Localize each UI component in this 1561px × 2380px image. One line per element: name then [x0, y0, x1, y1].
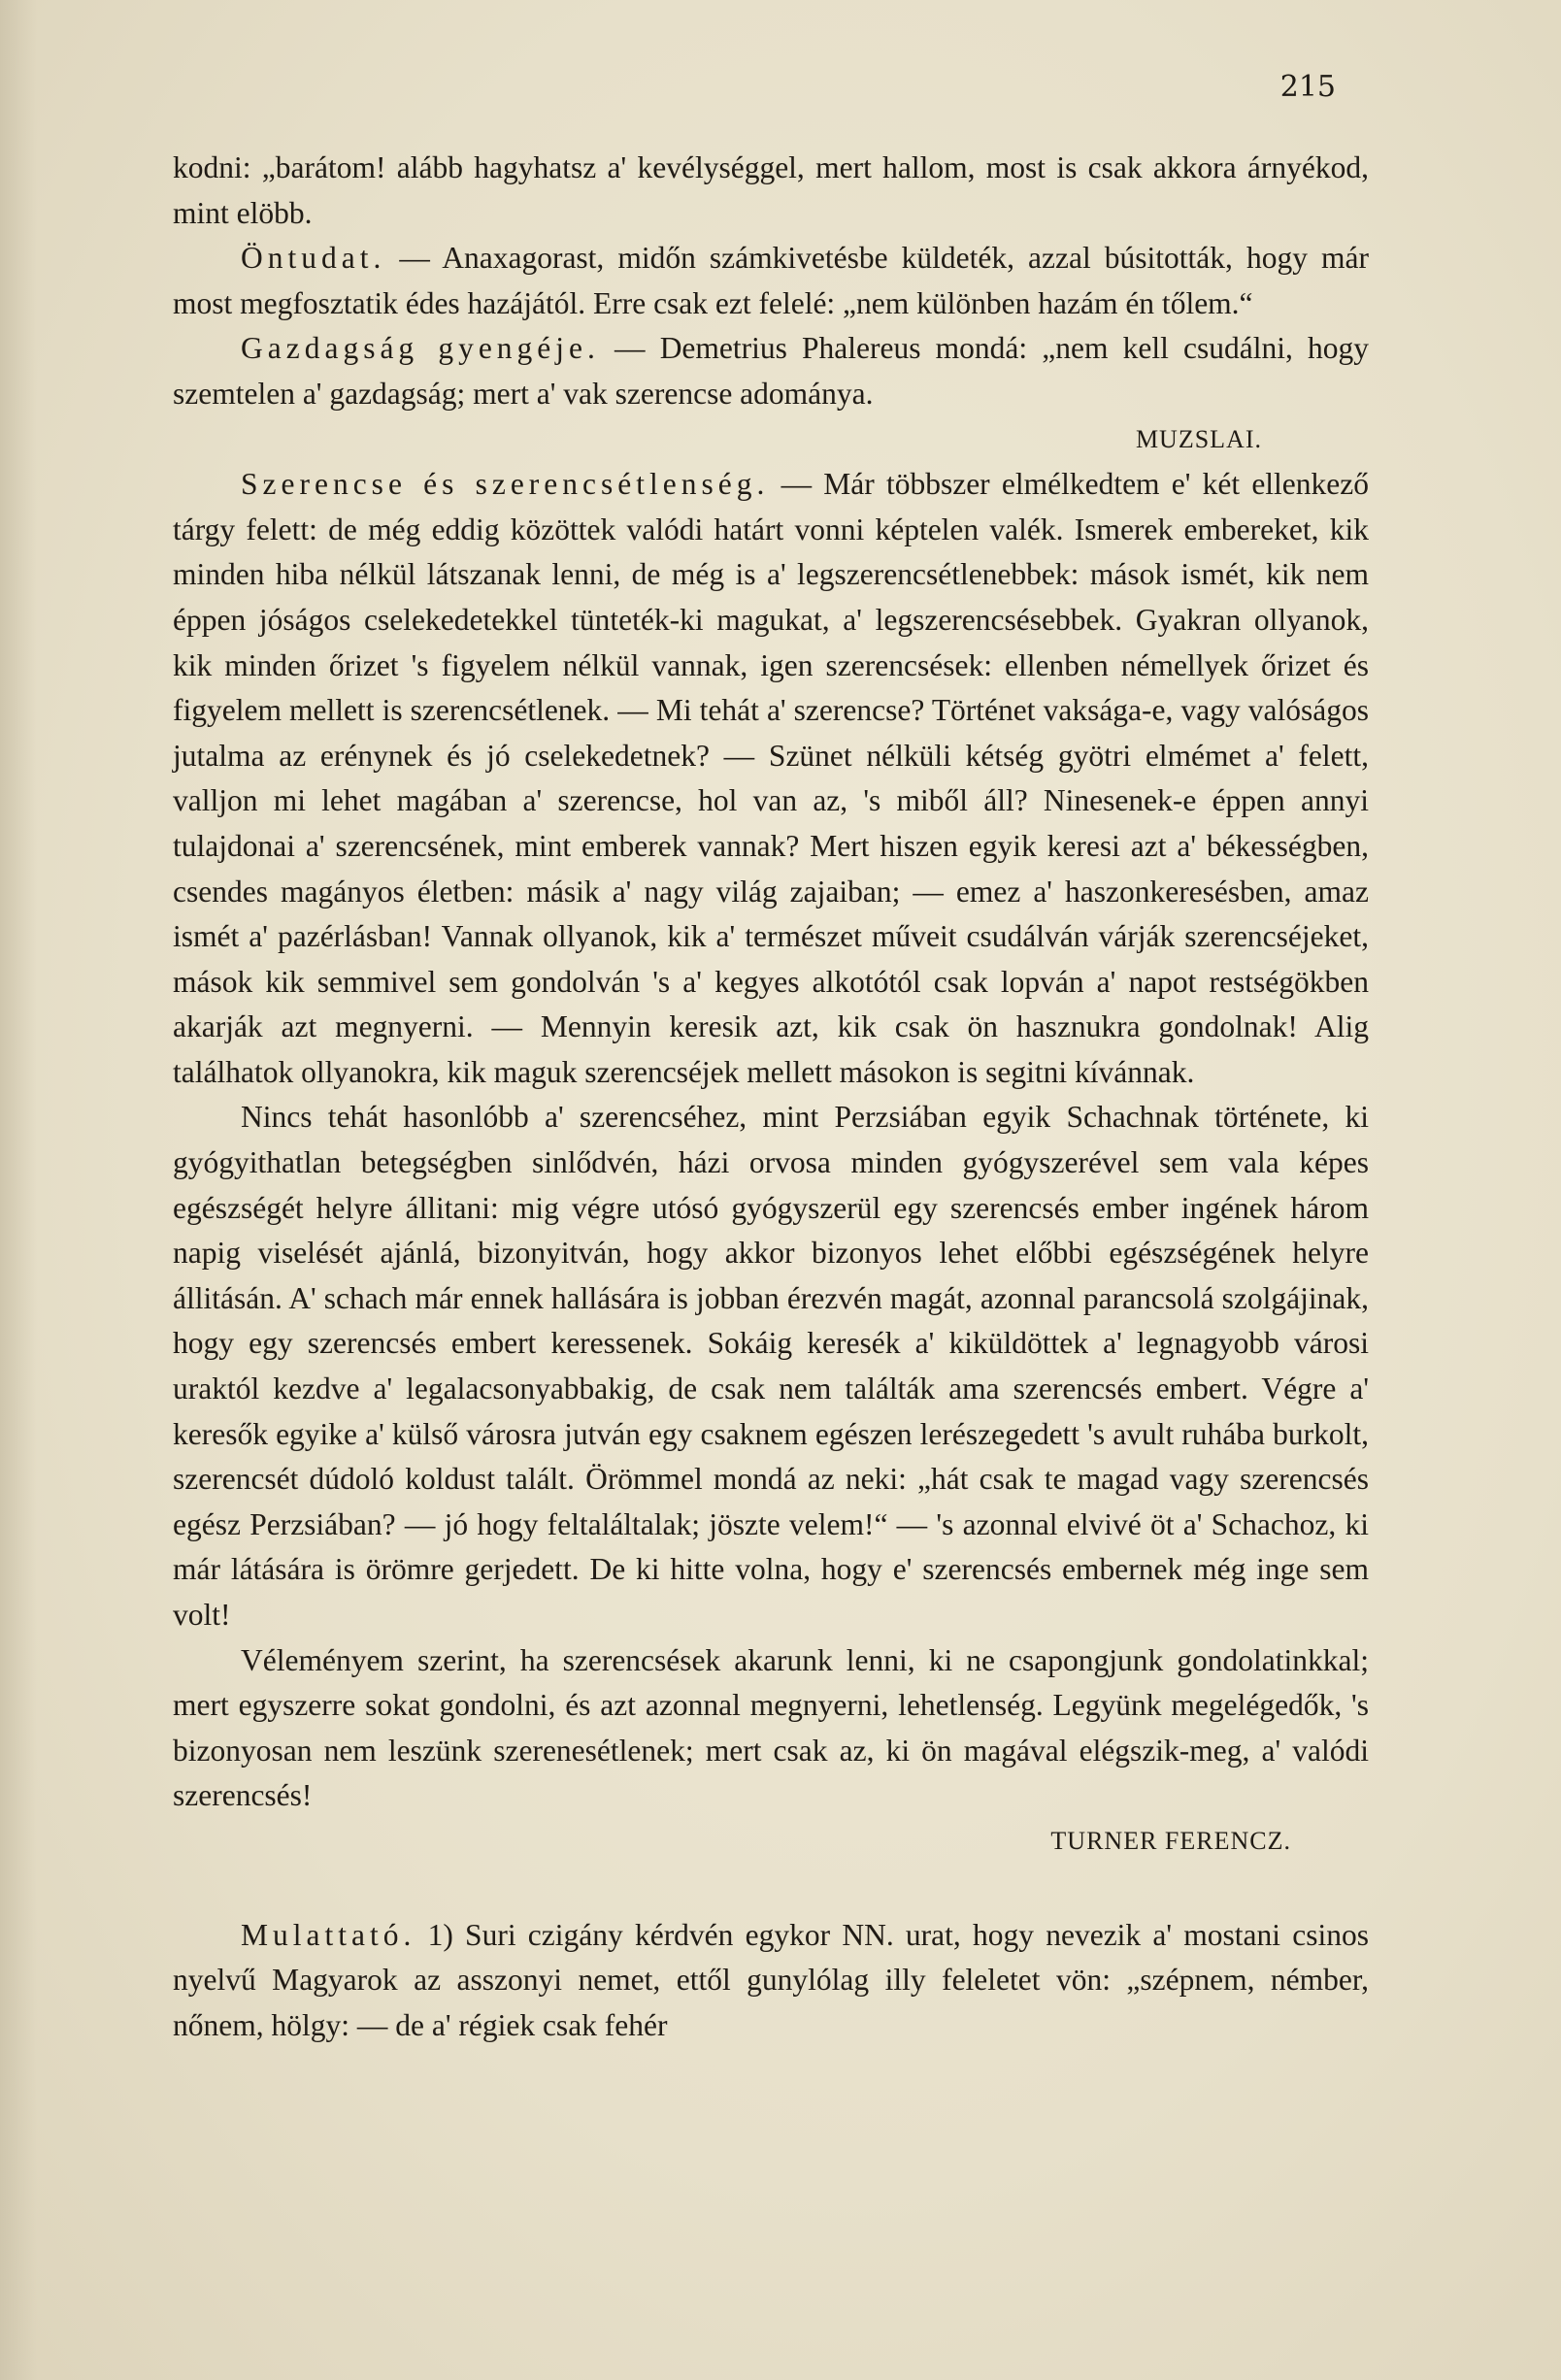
signature-muzslai: MUZSLAI.: [1135, 424, 1262, 453]
paragraph-text: 1) Suri czigány kérdvén egykor NN. urat, hogy nevezik a' mostani csinos nyelvű Magyarok az asszonyi nemet, ettől gunylólag illy feleletet vön: „szépnem, némber, nőnem, hölgy: — de a' régiek csak fehér: [173, 1917, 1370, 2042]
section-divider-space: [173, 1865, 1369, 1913]
paragraph-velemeny: [173, 1638, 1369, 1819]
signature-turner: TURNER FERENCZ.: [1050, 1826, 1291, 1855]
paragraph-heading: Szerencse és szerencsétlenség.: [241, 467, 770, 502]
paragraph-text: Véleményem szerint, ha szerencsések akarunk lenni, ki ne csapongjunk gondolatinkkal; mert egyszerre sokat gondolni, és azt azonnal megnyerni, lehetlenség. Legyünk megelégedők, 's bizonyosan nem leszünk szerenesétlenek; mert csak az, ki ön magával elégszik-meg, a' valódi szerencsés!: [173, 1642, 1369, 1813]
paragraph-heading: Gazdagság gyengéje.: [241, 331, 600, 366]
article-text: [173, 146, 1369, 2048]
binding-shadow: [0, 0, 37, 2380]
paragraph-text: — Anaxagorast, midőn számkivetésbe küldeték, azzal búsitották, hogy már most megfosztatik édes hazájától. Erre csak ezt felelé: „nem különben hazám én tőlem.“: [173, 241, 1370, 320]
paragraph-continuation: [173, 146, 1369, 236]
paragraph-gazdagsag: [173, 326, 1369, 416]
page-number: 215: [1279, 70, 1336, 104]
paragraph-text: — Már többszer elmélkedtem e' két ellenkező tárgy felett: de még eddig közöttek valódi határt vonni képtelen valék. Ismerek embereket, kik minden hiba nélkül látszanak lenni, de még is a' legszerencsétlenebbek: mások ismét, kik nem éppen jóságos cselekedetekkel tünteték-ki magukat, a' legszerencsésebbek. Gyakran ollyanok, kik minden őrizet 's figyelem nélkül vannak, igen szerencsések: ellenben némellyek őrizet és figyelem mellett is szerencsétlenek. — Mi tehát a' szerencse? Történet vaksága-e, vagy valóságos jutalma az erénynek és jó cselekedetnek? — Szünet nélküli kétség gyötri elmémet a' felett, valljon mi lehet magában a' szerencse, hol van az, 's miből áll? Ninesenek-e éppen annyi tulajdonai a' szerencsének, mint emberek vannak? Mert hiszen egyik keresi azt a' békességben, csendes magányos életben: másik a' nagy világ zajaiban; — emez a' haszonkeresésben, amaz ismét a' pazérlásban! Vannak ollyanok, kik a' természet művеit csudálván várják szerencséjeket, mások kik semmivel sem gondolván 's a' kegyes alkotótól csak lopván a' napot restségökben akarják azt megnyerni. — Mennyin keresik azt, kik csak ön hasznukra gondolnak! Alig találhatok ollyanokra, kik maguk szerencséjek mellett másokon is segitni kívánnak.: [173, 467, 1369, 1089]
paragraph-text: kodni: „barátom! alább hagyhatsz a' kevélységgel, mert hallom, most is csak akkora árnyékod, mint elöbb.: [173, 150, 1369, 230]
paragraph-heading: Öntudat.: [241, 241, 386, 276]
paragraph-mulattato: [173, 1913, 1369, 2049]
paragraph-szerencse: [173, 462, 1369, 1095]
paragraph-text: Nincs tehát hasonlóbb a' szerencséhez, mint Perzsiában egyik Schachnak története, ki gyógyithatlan betegségben sinlődvén, házi orvosa minden gyógyszerével sem vala képes egészségét helyre állitani: mig végre utósó gyógyszerül egy szerencsés ember ingének három napig viselését ajánlá, bizonyitván, hogy akkor bizonyos lehet előbbi egészségének helyre állitásán. A' schach már ennek hallására is jobban érezvén magát, azonnal parancsolá szolgájinak, hogy egy szerencsés embert keressenek. Sokáig keresék a' kiküldöttek a' legnagyobb városi uraktól kezdve a' legalacsonyabbakig, de csak nem találták ama szerencsés embert. Végre a' keresők egyike a' külső városra jutván egy csaknem egészen lerészegedett 's avult ruhába burkolt, szerencsét dúdoló koldust talált. Örömmel mondá az neki: „hát csak te magad vagy szerencsés egész Perzsiában? — jó hogy feltaláltalak; jöszte velem!“ — 's azonnal elvivé öt a' Schachoz, ki már látására is örömre gerjedett. De ki hitte volna, hogy e' szerencsés embernek még inge sem volt!: [173, 1100, 1369, 1632]
paragraph-perzsia: [173, 1095, 1369, 1637]
paragraph-heading: Mulattató.: [241, 1917, 416, 1952]
paragraph-text: — Demetrius Phalereus mondá: „nem kell csudálni, hogy szemtelen a' gazdagság; mert a' vak szerencse adománya.: [173, 331, 1369, 411]
paragraph-ontudat: [173, 236, 1369, 326]
